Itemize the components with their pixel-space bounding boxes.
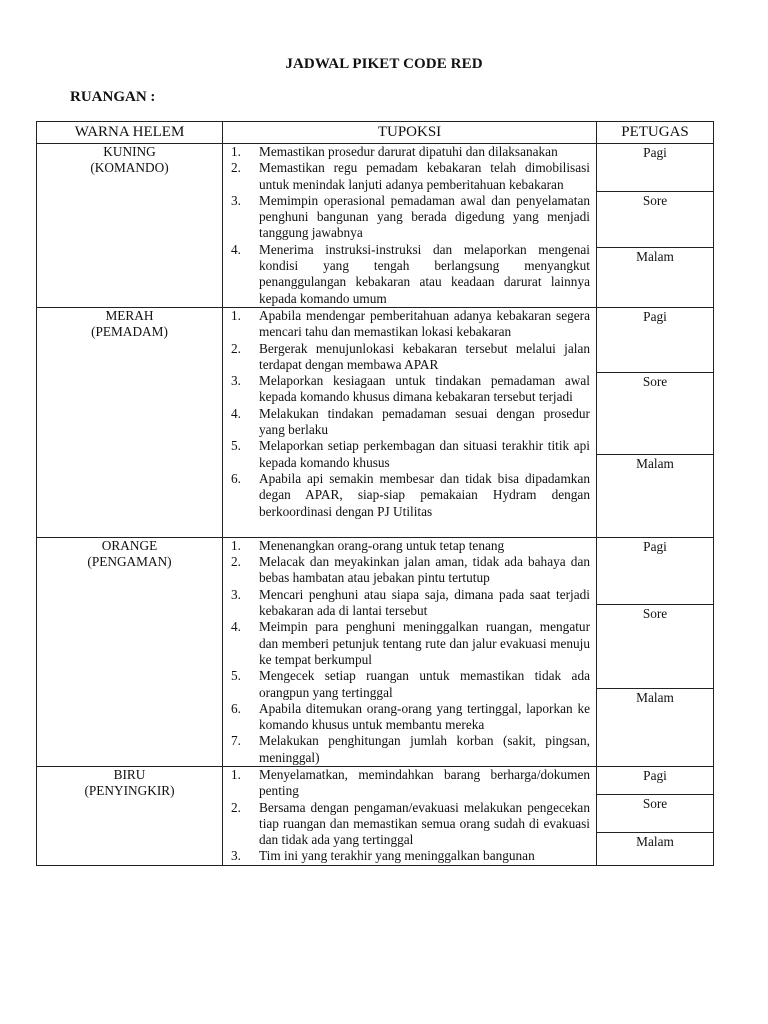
helmet-color: MERAH [105,307,154,323]
duty-list [231,144,590,307]
table-row [37,537,714,766]
shift-sore: Sore [597,373,713,455]
officer-cell [597,766,714,865]
duty-list [231,308,590,520]
header-warna-helem: WARNA HELEM [37,122,223,144]
list-item: 2. Bergerak menujunlokasi kebakaran tersebut melalui jalan terdapat dengan membawa APAR [231,340,590,372]
table-header-row [37,122,714,144]
list-item: 1. Apabila mendengar pemberitahuan adanya kebakaran segera mencari tahu dan memastikan lokasi kebakaran [231,307,590,340]
list-item: 2. Memastikan regu pemadam kebakaran telah dimobilisasi untuk menindak lanjuti adanya pemberitahuan kebakaran [231,160,590,192]
room-label: RUANGAN : [70,89,156,105]
helmet-color: BIRU [113,766,146,782]
shift-pagi: Pagi [597,144,713,192]
duty-list [231,767,590,865]
list-item: 2. Melacak dan meyakinkan jalan aman, tidak ada bahaya dan bebas hambatan atau jebakan pintu tertutup [231,554,590,586]
list-item: 3. Tim ini yang terakhir yang meninggalkan bangunan [231,848,535,864]
list-item: 3. Mencari penghuni atau siapa saja, dimana pada saat terjadi kebakaran ada di lantai tersebut [231,586,590,619]
shift-sore: Sore [597,605,713,689]
shift-pagi: Pagi [597,538,713,605]
list-item: 4. Meimpin para penghuni meninggalkan ruangan, mengatur dan memberi petunjuk tentang rute dan jalur evakuasi menuju ke tempat berkumpul [231,619,590,667]
shift-malam: Malam [636,689,674,705]
shift-malam: Malam [636,249,674,264]
list-item: 4. Melakukan tindakan pemadaman sesuai dengan prosedur yang berlaku [231,405,590,438]
list-item: 1. Menyelamatkan, memindahkan barang berharga/dokumen penting [231,766,590,799]
list-item: 5. Mengecek setiap ruangan untuk memastikan tidak ada orangpun yang tertinggal [231,668,590,700]
list-item: 6. Apabila ditemukan orang-orang yang tertinggal, laporkan ke komando khusus untuk membantu mereka [231,700,590,733]
shift-sore: Sore [597,192,713,248]
document-title: JADWAL PIKET CODE RED [285,56,483,72]
list-item: 2. Bersama dengan pengaman/evakuasi melakukan pengecekan tiap ruangan dan memastikan semua orang sudah di evakuasi dan tidak ada yang tertinggal [231,799,590,848]
header-tupoksi: TUPOKSI [223,122,597,144]
table-row [37,144,714,308]
list-item: 3. Memimpin operasional pemadaman awal dan penyelamatan penghuni bangunan yang berada digedung yang menjadi tanggung jawabnya [231,192,590,241]
list-item: 4. Menerima instruksi-instruksi dan melaporkan mengenai kondisi yang tengah berlangsung menyangkut penanggulangan kebakaran atau keadaan darurat lainnya kepada komando umum [231,241,590,306]
list-item: 1. Memastikan prosedur darurat dipatuhi dan dilaksanakan [231,144,558,159]
table-row [37,766,714,865]
shift-pagi: Pagi [597,308,713,373]
helmet-color: ORANGE [101,537,158,553]
list-item: 1. Menenangkan orang-orang untuk tetap tenang [231,537,505,553]
officer-cell [597,307,714,537]
duties-cell [223,766,597,865]
shift-sore: Sore [597,795,713,833]
shift-malam: Malam [636,455,674,471]
list-item: 5. Melaporkan setiap perkembagan dan situasi terakhir titik api kepada komando khusus [231,438,590,470]
duty-roster-table [36,121,714,866]
list-item: 6. Apabila api semakin membesar dan tidak bisa dipadamkan degan APAR, siap-siap pemakaian Hydram dengan berkoordinasi dengan PJ Utilitas [231,470,590,519]
helmet-color: KUNING [103,144,156,159]
helmet-role: (KOMANDO) [90,160,169,176]
officer-cell [597,144,714,308]
list-item: 3. Melaporkan kesiagaan untuk tindakan pemadaman awal kepada komando khusus dimana kebakaran tersebut terjadi [231,373,590,405]
helmet-color-cell [37,766,223,865]
helmet-role: (PENGAMAN) [87,554,172,570]
header-petugas: PETUGAS [597,122,714,144]
shift-pagi: Pagi [597,767,713,795]
shift-malam: Malam [636,833,674,849]
duties-cell [223,537,597,766]
table-row [37,307,714,537]
helmet-color-cell [37,537,223,766]
helmet-role: (PEMADAM) [91,324,168,340]
helmet-color-cell [37,144,223,308]
helmet-color-cell [37,307,223,537]
list-item: 7. Melakukan penghitungan jumlah korban (sakit, pingsan, meninggal) [231,733,590,765]
helmet-role: (PENYINGKIR) [84,783,175,799]
duties-cell [223,307,597,537]
duty-list [231,538,590,766]
duties-cell [223,144,597,308]
officer-cell [597,537,714,766]
